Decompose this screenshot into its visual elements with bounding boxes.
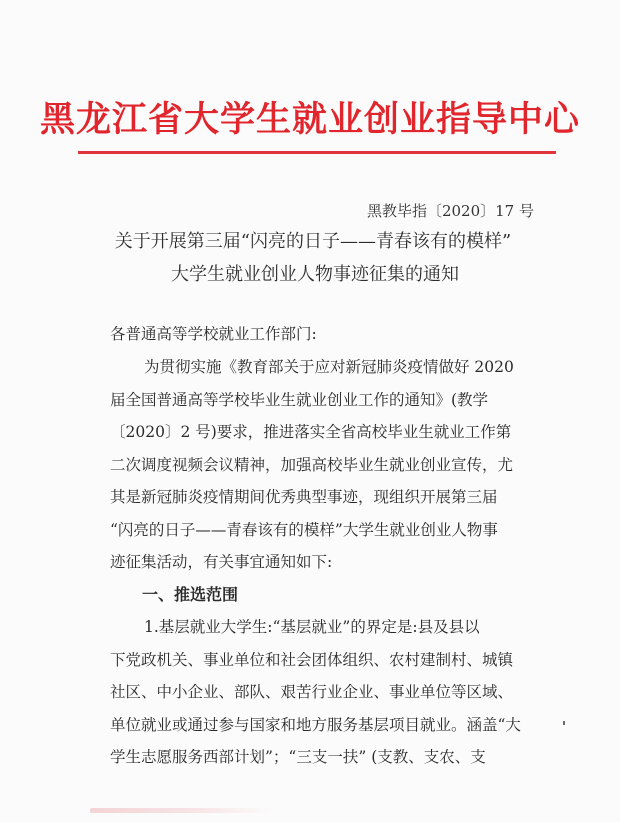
paragraph-line: 学生志愿服务西部计划”；“三支一扶” (支教、支农、支 — [110, 748, 486, 766]
paragraph-line: 其是新冠肺炎疫情期间优秀典型事迹，现组织开展第三届 — [110, 488, 498, 506]
paragraph-line: 迹征集活动，有关事宜通知如下: — [110, 553, 333, 571]
document-number: 黑教毕指〔2020〕17 号 — [366, 202, 534, 220]
notice-title-line-1: 关于开展第三届“闪亮的日子——青春该有的模样” — [114, 231, 512, 252]
paragraph-line: 二次调度视频会议精神，加强高校毕业生就业创业宣传，尤 — [110, 455, 514, 474]
body-paragraph-2 — [110, 611, 540, 774]
org-header-title: 黑龙江省大学生就业创业指导中心 — [39, 99, 580, 140]
paragraph-line: 单位就业或通过参与国家和地方服务基层项目就业。涵盖“大 — [110, 715, 521, 734]
paragraph-line: 〔2020〕2 号)要求，推进落实全省高校毕业生就业工作第 — [110, 423, 512, 441]
paragraph-line: 社区、中小企业、部队、艰苦行业企业、事业单位等区域、 — [110, 683, 514, 701]
section-heading: 一、推选范围 — [142, 585, 239, 604]
paragraph-line: 下党政机关、事业单位和社会团体组织、农村建制村、城镇 — [110, 650, 514, 669]
notice-title-line-2: 大学生就业创业人物事迹征集的通知 — [171, 264, 459, 285]
scan-speck — [563, 721, 565, 725]
scan-artifact — [90, 808, 270, 813]
addressee: 各普通高等学校就业工作部门: — [110, 325, 317, 343]
body-paragraph-1 — [110, 351, 540, 579]
paragraph-line: “闪亮的日子——青春该有的模样”大学生就业创业人物事 — [110, 520, 498, 539]
paragraph-line: 为贯彻实施《教育部关于应对新冠肺炎疫情做好 2020 — [144, 358, 514, 376]
header-divider — [78, 151, 556, 154]
paragraph-line: 届全国普通高等学校毕业生就业创业工作的通知》(教学 — [110, 390, 489, 409]
paragraph-line: 1.基层就业大学生:“基层就业”的界定是:县及县以 — [144, 618, 480, 636]
